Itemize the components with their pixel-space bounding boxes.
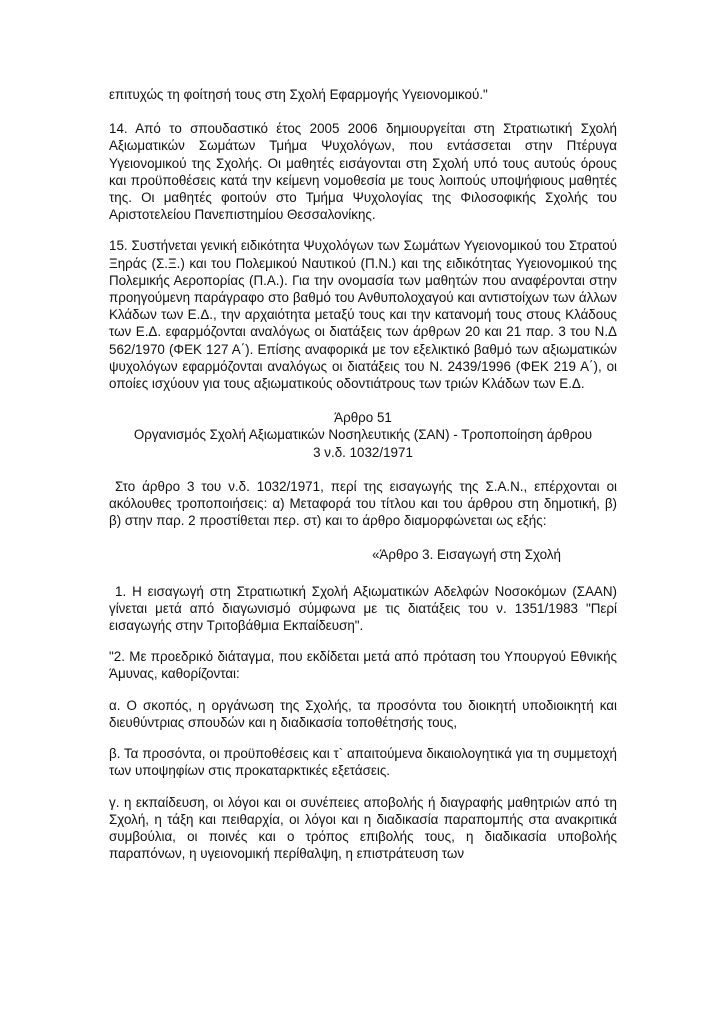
document-page xyxy=(109,86,617,876)
paragraph-continuation: επιτυχώς τη φοίτησή τους στη Σχολή Εφαρμογής Υγειονομικού." xyxy=(109,87,488,102)
article-number: Άρθρο 51 xyxy=(334,410,392,426)
paragraph-c: γ. η εκπαίδευση, οι λόγοι και οι συνέπειες αποβολής ή διαγραφής μαθητριών από τη Σχολή, η τάξη και πειθαρχία, οι λόγοι και η διαδικασία παραπομπής στα ανακριτικά συμβούλια, οι ποινές και ο τρόπος επιβολής τους, η διαδικασία υποβολής παραπόνων, η υγειονομική περίθαλψη, η επιστράτευση των xyxy=(109,794,617,862)
paragraph-a: α. Ο σκοπός, η οργάνωση της Σχολής, τα προσόντα του διοικητή υποδιοικητή και διευθύντριας σπουδών και η διαδικασία τοποθέτησής τους, xyxy=(109,697,617,730)
article-title-line-2: 3 ν.δ. 1032/1971 xyxy=(313,444,413,460)
article-title-line-1: Οργανισμός Σχολή Αξιωματικών Νοσηλευτικής (ΣΑΝ) - Τροποποίηση άρθρου xyxy=(133,427,593,443)
article-heading-block xyxy=(109,409,617,461)
paragraph-15: 15. Συστήνεται γενική ειδικότητα Ψυχολόγων των Σωμάτων Υγειονομικού του Στρατού Ξηράς (Σ.Ξ.) και του Πολεμικού Ναυτικού (Π.Ν.) και της ειδικότητας Υγειονομικού της Πολεμικής Αεροπορίας (Π.Α.). Για την ονομασία των μαθητών που αναφέρονται στην προηγούμενη παράγραφο στο βαθμό του Ανθυπολοχαγού και αντιστοίχων των άλλων Κλάδων των Ε.Δ., την αρχαιότητα μεταξύ τους και την κατανομή τους στους Κλάδους των Ε.Δ. εφαρμόζονται αναλόγως οι διατάξεις των άρθρων 20 και 21 παρ. 3 του Ν.Δ 562/1970 (ΦΕΚ 127 Α΄). Επίσης αναφορικά με τον εξελικτικό βαθμό των αξιωματικών ψυχολόγων εφαρμόζονται αναλόγως οι διατάξεις του Ν. 2439/1996 (ΦΕΚ 219 Α΄), οι οποίες ισχύουν για τους αξιωματικούς οδοντιάτρους των τριών Κλάδων των Ε.Δ. xyxy=(109,238,617,392)
paragraph-2: "2. Με προεδρικό διάταγμα, που εκδίδεται μετά από πρόταση του Υπουργού Εθνικής Άμυνας, καθορίζονται: xyxy=(109,649,617,682)
paragraph-14: 14. Από το σπουδαστικό έτος 2005 2006 δημιουργείται στη Στρατιωτική Σχολή Αξιωματικών Σωμάτων Τμήμα Ψυχολόγων, που εντάσσεται στην Πτέρυγα Υγειονομικού της Σχολής. Οι μαθητές εισάγονται στη Σχολή υπό τους αυτούς όρους και προϋποθέσεις κατά την κείμενη νομοθεσία με τους λοιπούς υποψήφιους μαθητές της. Οι μαθητές φοιτούν στο Τμήμα Ψυχολογίας της Φιλοσοφικής Σχολής του Αριστοτελείου Πανεπιστημίου Θεσσαλονίκης. xyxy=(109,121,617,223)
paragraph-1: 1. Η εισαγωγή στη Στρατιωτική Σχολή Αξιωματικών Αδελφών Νοσοκόμων (ΣΑΑΝ) γίνεται μετά από διαγωνισμό σύμφωνα με τις διατάξεις του ν. 1351/1983 "Περί εισαγωγής στην Τριτοβάθμια Εκπαίδευση". xyxy=(109,583,617,634)
paragraph-b: β. Τα προσόντα, οι προϋποθέσεις και τ` απαιτούμενα δικαιολογητικά για τη συμμετοχή των υποψηφίων στις προκαταρκτικές εξετάσεις. xyxy=(109,746,617,779)
intro-paragraph: Στο άρθρο 3 του ν.δ. 1032/1971, περί της εισαγωγής της Σ.Α.Ν., επέρχονται οι ακόλουθες τροποποιήσεις: α) Μεταφορά του τίτλου και του άρθρου στη δημοτική, β) β) στην παρ. 2 προστίθεται περ. στ) και το άρθρο διαμορφώνεται ως εξής: xyxy=(109,478,617,529)
quoted-article-title: «Άρθρο 3. Εισαγωγή στη Σχολή xyxy=(371,547,561,563)
